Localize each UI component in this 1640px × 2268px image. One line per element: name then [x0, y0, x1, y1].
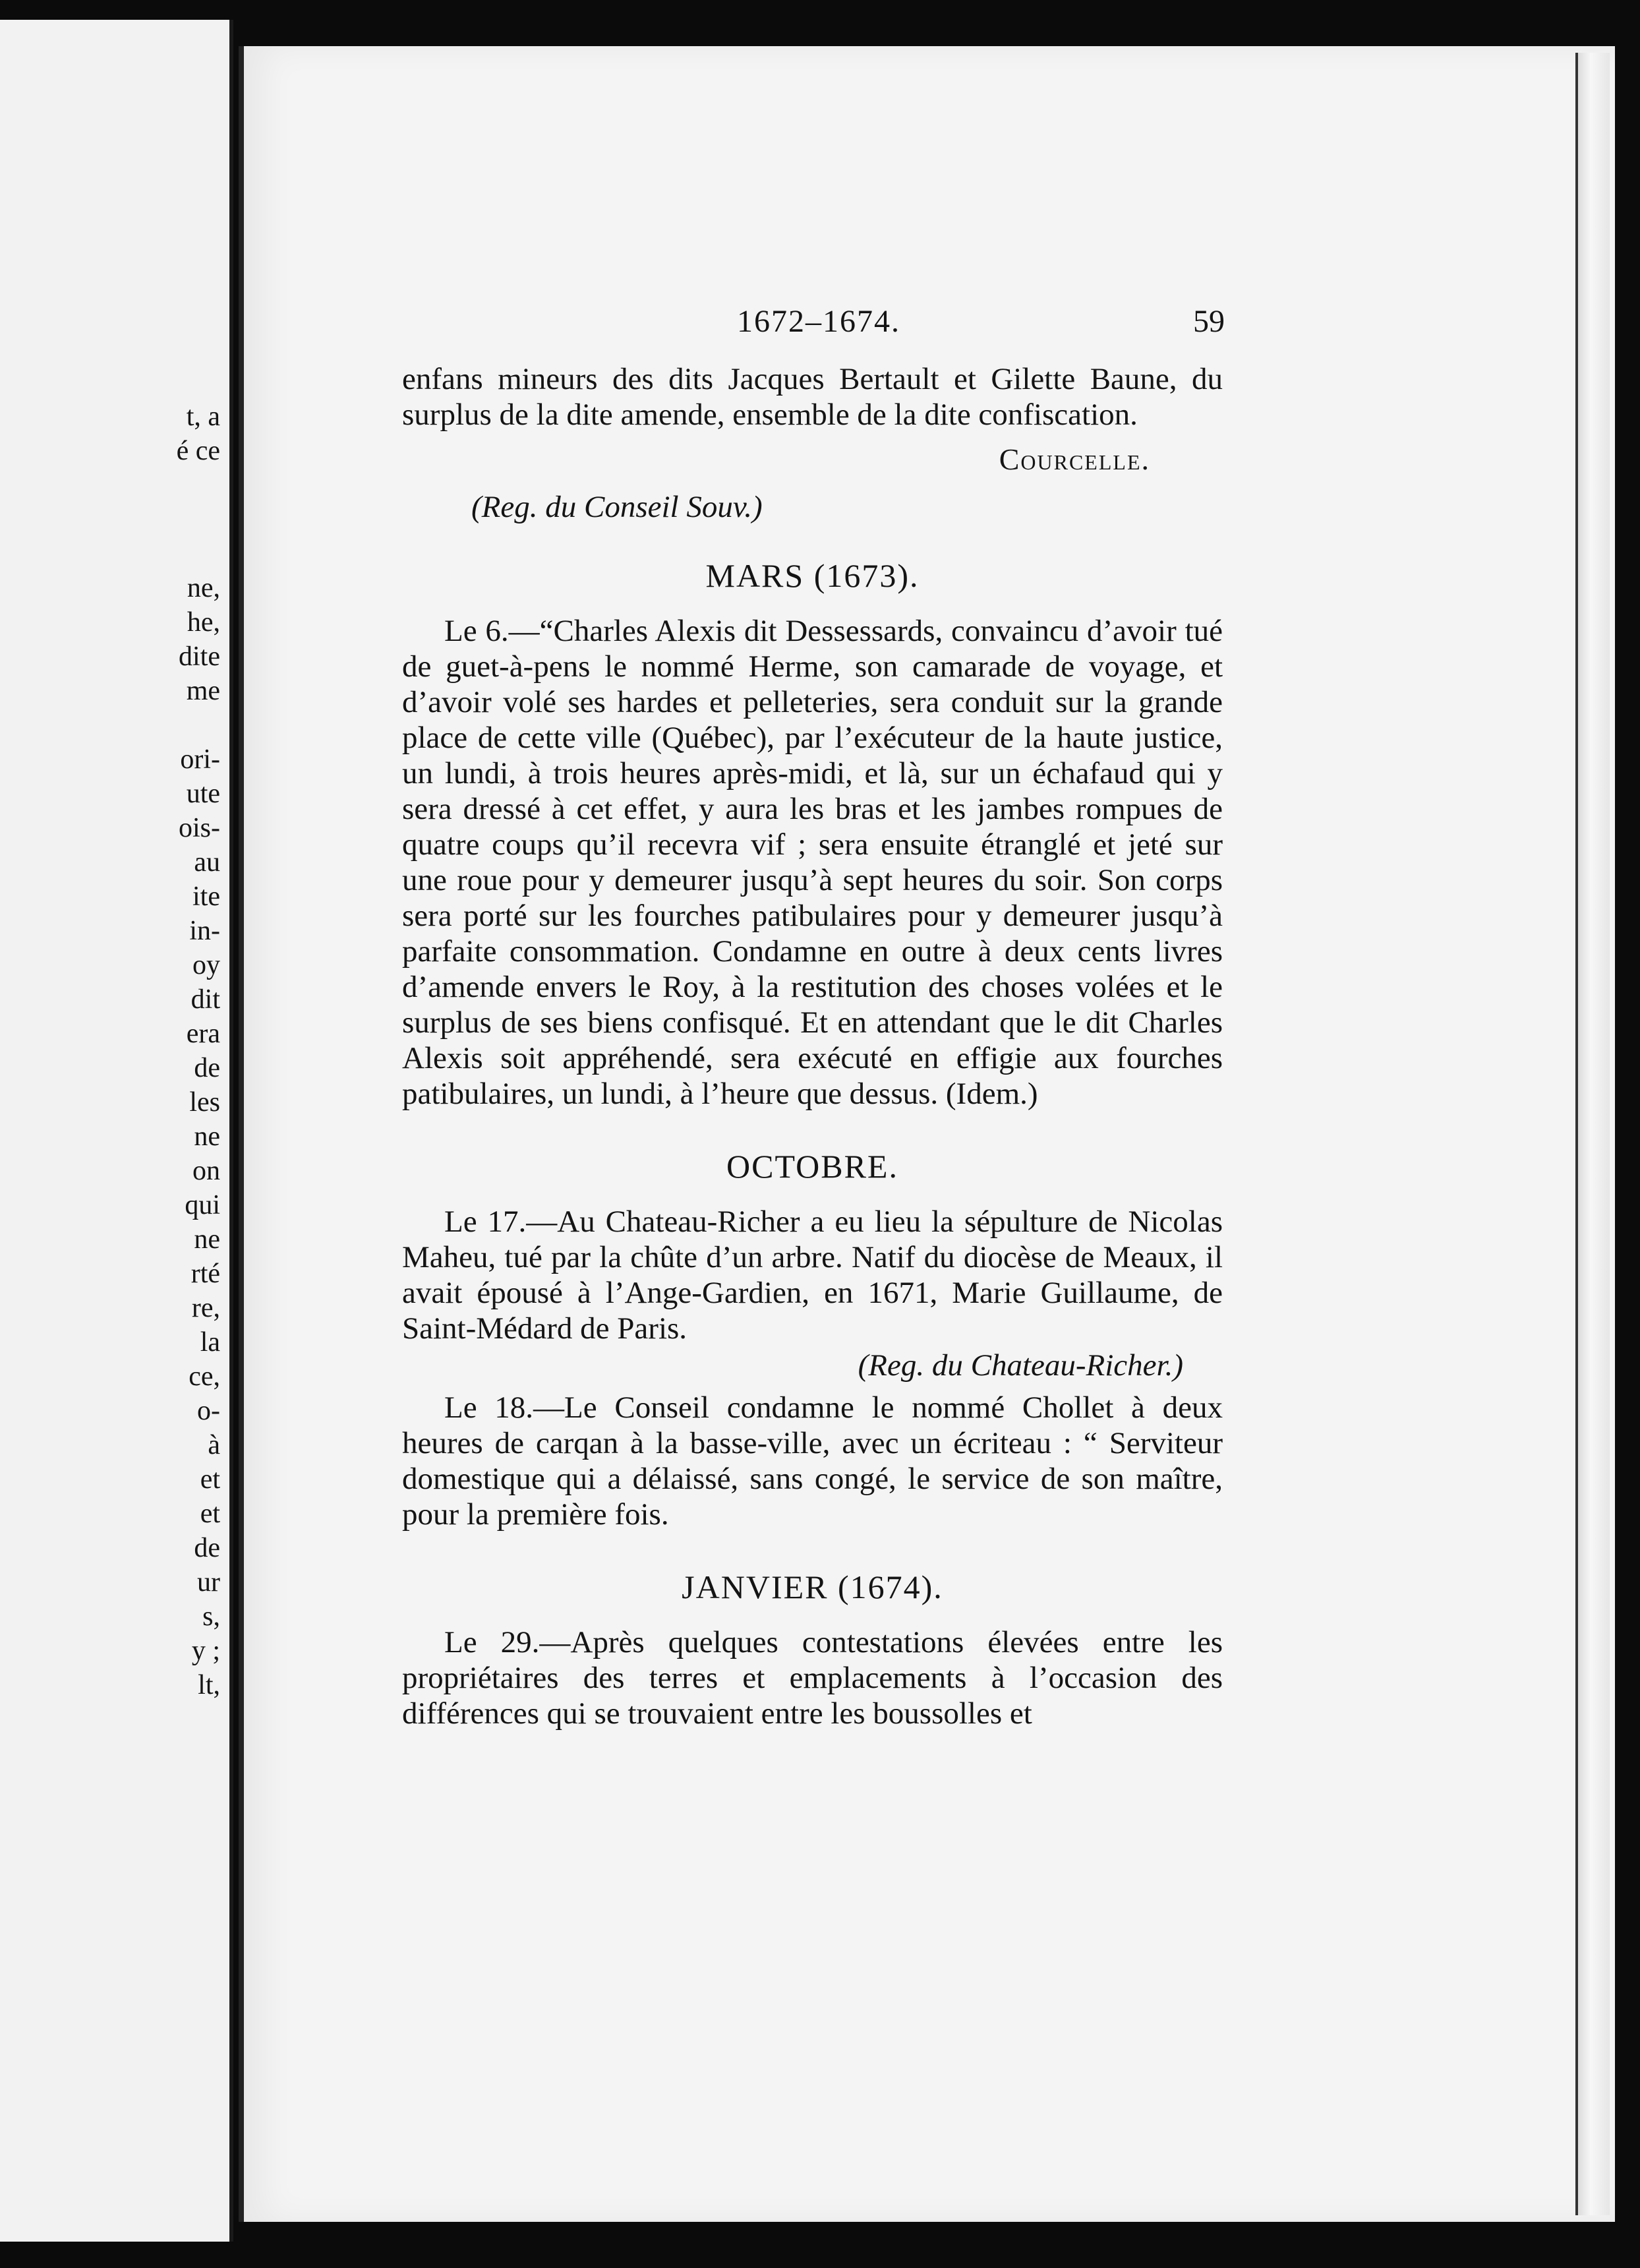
section-heading-janvier: JANVIER (1674). — [682, 1568, 943, 1605]
previous-page-text-fragment: ne, — [187, 573, 220, 603]
previous-page-text-fragment: qui — [185, 1190, 220, 1220]
previous-page-text-fragment: ois- — [179, 813, 220, 843]
paragraph-octobre-17: Le 17.—Au Chateau-Richer a eu lieu la sépulture de Nicolas Maheu, tué par la chûte d’un arbre. Natif du diocèse de Meaux, il avait épousé à l’Ange-Gardien, en 1671, Marie Guillaume, de Saint-Médard de Paris. — [402, 1205, 1223, 1346]
previous-page-text-fragment: ne — [194, 1224, 220, 1255]
page-number: 59 — [1193, 304, 1225, 339]
previous-page-text-fragment: era — [186, 1019, 220, 1049]
previous-page-text-fragment: dit — [190, 984, 220, 1015]
previous-page-text-fragment: les — [189, 1087, 220, 1118]
previous-page-text-fragment: de — [194, 1533, 220, 1563]
previous-page-text-fragment: rté — [190, 1259, 220, 1289]
previous-page-text-fragment: à — [208, 1430, 220, 1460]
previous-page-text-fragment: y ; — [191, 1636, 220, 1666]
previous-page-text-fragment: on — [192, 1156, 220, 1186]
previous-page-text-fragment: dite — [179, 642, 220, 672]
running-head: 1672–1674. — [737, 304, 900, 339]
previous-page-text-fragment: oy — [192, 950, 220, 980]
previous-page-text-fragment: ute — [186, 779, 220, 809]
previous-page-text-fragment: au — [194, 847, 220, 878]
section-heading-octobre: OCTOBRE. — [726, 1148, 898, 1185]
source-citation: (Reg. du Chateau-Richer.) — [858, 1348, 1183, 1383]
previous-page-text-fragment: re, — [191, 1293, 220, 1323]
previous-page-text-fragment: s, — [202, 1601, 220, 1632]
section-heading-mars: MARS (1673). — [705, 557, 920, 594]
previous-page-text-fragment: ori- — [180, 744, 220, 775]
previous-page-text-fragment: he, — [187, 607, 220, 638]
previous-page-edge — [0, 20, 233, 2242]
source-citation: (Reg. du Conseil Souv.) — [471, 490, 763, 524]
previous-page-text-fragment: me — [186, 676, 220, 706]
previous-page-text-fragment: la — [200, 1327, 220, 1358]
previous-page-text-fragment: et — [200, 1499, 220, 1529]
page-edge-fold — [1575, 53, 1610, 2215]
previous-page-text-fragment: o- — [197, 1396, 220, 1426]
previous-page-text-fragment: ne — [194, 1121, 220, 1152]
previous-page-text-fragment: et — [200, 1464, 220, 1495]
previous-page-text-fragment: in- — [189, 916, 220, 946]
paragraph-mars: Le 6.—“Charles Alexis dit Dessessards, convaincu d’avoir tué de guet-à-pens le nommé Herme, son camarade de voyage, et d’avoir volé ses hardes et pelleteries, sera conduit sur la grande place de cette ville (Québec), par l’exécuteur de la haute justice, un lundi, à trois heures après-midi, et là, sur un échafaud qui y sera dressé à cet effet, y aura les bras et les jambes rompues de quatre coups qu’il recevra vif ; sera ensuite étranglé et jeté sur une roue pour y demeurer jusqu’à sept heures du soir. Son corps sera porté sur les fourches patibulaires pour y demeurer jusqu’à parfaite consommation. Condamne en outre à deux cents livres d’amende envers le Roy, à la restitution des choses volées et le surplus de ses biens confisqué. Et en attendant que le dit Charles Alexis soit appréhendé, sera exécuté en effigie aux fourches patibulaires, un lundi, à l’heure que dessus. (Idem.) — [402, 614, 1223, 1111]
previous-page-text-fragment: ce, — [189, 1361, 220, 1392]
paragraph-janvier: Le 29.—Après quelques contestations élevées entre les propriétaires des terres et emplacements à l’occasion des différences qui se trouvaient entre les boussolles et — [402, 1625, 1223, 1731]
previous-page-text-fragment: lt, — [198, 1670, 220, 1700]
previous-page-text-fragment: t, a — [186, 402, 220, 432]
previous-page-fragments — [0, 20, 229, 2242]
paragraph-continued: enfans mineurs des dits Jacques Bertault et Gilette Baune, du surplus de la dite amende, ensemble de la dite confiscation. — [402, 362, 1223, 432]
previous-page-text-fragment: ur — [197, 1567, 220, 1597]
previous-page-text-fragment: é ce — [176, 436, 220, 466]
previous-page-text-fragment: ite — [192, 881, 220, 912]
signature: Courcelle. — [999, 442, 1150, 476]
previous-page-text-fragment: de — [194, 1053, 220, 1083]
page-text — [402, 361, 1223, 1731]
paragraph-octobre-18: Le 18.—Le Conseil condamne le nommé Chollet à deux heures de carqan à la basse-ville, avec un écriteau : “ Serviteur domestique qui a délaissé, sans congé, le service de son maître, pour la première fois. — [402, 1390, 1223, 1532]
